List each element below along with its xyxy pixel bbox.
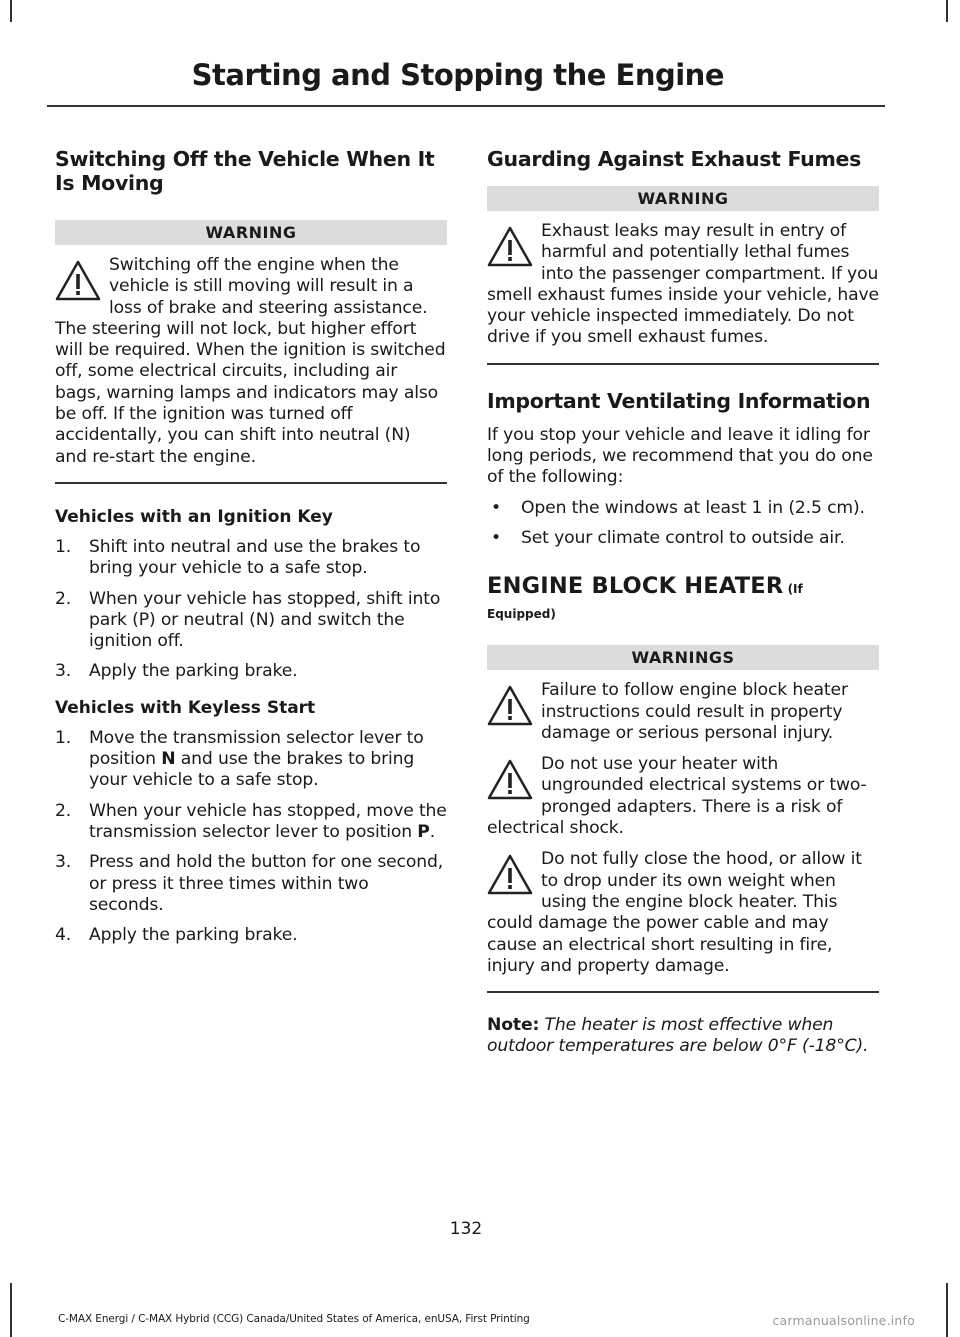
warnings-header: WARNINGS: [487, 645, 879, 670]
list-number: 1.: [55, 727, 72, 748]
warning-block: [487, 754, 879, 839]
section-title-ventilating: Important Ventilating Information: [487, 388, 871, 413]
bullet: •: [491, 527, 501, 548]
warning-block: [487, 221, 879, 349]
warning-divider: [487, 991, 879, 993]
crop-mark: [946, 1283, 948, 1337]
list-text: Move the transmission selector lever to position: [89, 727, 424, 770]
list-item: [55, 801, 447, 844]
page-header-title: Starting and Stopping the Engine: [191, 58, 724, 92]
list-text: When your vehicle has stopped, move the transmission selector lever to position: [89, 800, 447, 842]
section-title-heater: ENGINE BLOCK HEATER: [487, 573, 784, 600]
position-p: P: [417, 821, 430, 842]
header-divider: [47, 105, 885, 107]
list-item: [55, 661, 447, 682]
ventilating-intro: If you stop your vehicle and leave it idling for long periods, we recommend that you do one of the following:: [487, 424, 873, 488]
warning-triangle-icon: [487, 684, 533, 728]
warning-text: Failure to follow engine block heater instructions could result in property damage or serious personal injury.: [541, 680, 848, 743]
list-number: 2.: [55, 588, 72, 609]
heater-suffix: (If: [783, 582, 803, 597]
heading-ignition-key: Vehicles with an Ignition Key: [55, 506, 333, 527]
crop-mark: [10, 1283, 12, 1337]
note: [487, 1015, 879, 1058]
note-text: The heater is most effective when outdoor temperatures are below 0°F (-18°C).: [487, 1015, 869, 1057]
heading-keyless-start: Vehicles with Keyless Start: [55, 697, 316, 718]
page-number: 132: [449, 1219, 483, 1239]
warning-divider: [55, 482, 447, 484]
list-text: Apply the parking brake.: [89, 925, 298, 946]
warning-header: WARNING: [55, 220, 447, 245]
warning-block: [487, 849, 879, 977]
list-item: [55, 589, 447, 653]
list-text: and use the brakes to bring your vehicle to a safe stop.: [89, 749, 415, 791]
section-title-exhaust: Guarding Against Exhaust Fumes: [487, 147, 862, 171]
ignition-key-steps: [55, 537, 447, 683]
warning-triangle-icon: [487, 758, 533, 802]
position-n: N: [161, 749, 176, 770]
list-number: 3.: [55, 852, 72, 873]
list-number: 3.: [55, 661, 72, 682]
list-text: Open the windows at least 1 in (2.5 cm).: [521, 497, 865, 518]
list-item: [55, 728, 447, 792]
warning-text: Switching off the engine when the vehicle is still moving will result in a loss of brake and steering assistance. The steering will not lock, but higher effort will be required. When the ignition is switched off, some electrical circuits, including air bags, warning lamps and indicators may also be off. If the ignition was turned off accidentally, you can shift into neutral (N) and re-start the engine.: [55, 255, 446, 467]
left-column: [55, 147, 447, 946]
watermark: carmanualsonline.info: [772, 1313, 915, 1328]
list-text: Shift into neutral and use the brakes to bring your vehicle to a safe stop.: [89, 536, 421, 579]
keyless-steps: [55, 728, 447, 947]
list-number: 4.: [55, 925, 72, 946]
crop-mark: [946, 0, 948, 22]
list-text: Press and hold the button for one second, or press it three times within two seconds.: [89, 852, 444, 915]
list-item: [55, 852, 447, 916]
warning-triangle-icon: [55, 259, 101, 303]
bullet: •: [491, 497, 501, 518]
list-item: [487, 498, 879, 519]
list-number: 1.: [55, 536, 72, 557]
list-item: [55, 925, 447, 946]
warning-triangle-icon: [487, 853, 533, 897]
crop-mark: [10, 0, 12, 22]
warning-triangle-icon: [487, 225, 533, 269]
list-item: [487, 528, 879, 549]
list-text: When your vehicle has stopped, shift into park (P) or neutral (N) and switch the ignition off.: [89, 588, 441, 652]
warning-text: Do not fully close the hood, or allow it to drop under its own weight when using the engine block heater. This could damage the power cable and may cause an electrical short resulting in fire, injury and property damage.: [487, 849, 862, 976]
warning-block: [487, 680, 879, 744]
list-item: [55, 537, 447, 580]
warning-text: Exhaust leaks may result in entry of harmful and potentially lethal fumes into the passenger compartment. If you smell exhaust fumes inside your vehicle, have your vehicle inspected immediately. Do not drive if you smell exhaust fumes.: [487, 221, 879, 348]
list-text: .: [429, 821, 436, 842]
list-text: Apply the parking brake.: [89, 661, 298, 682]
footer-text: C-MAX Energi / C-MAX Hybrid (CCG) Canada/United States of America, enUSA, First Printing: [58, 1313, 530, 1325]
note-label: Note:: [487, 1015, 540, 1036]
section-title-switching-off: Switching Off the Vehicle When It Is Moving: [55, 147, 435, 195]
heater-heading: [487, 573, 879, 621]
warning-block: [55, 255, 447, 468]
ventilating-list: [487, 498, 879, 550]
list-text: Set your climate control to outside air.: [521, 527, 845, 548]
right-column: [487, 147, 879, 1058]
warning-text: Do not use your heater with ungrounded electrical systems or two-pronged adapters. There is a risk of electrical shock.: [487, 754, 867, 839]
heater-suffix: Equipped): [487, 607, 556, 622]
list-number: 2.: [55, 800, 72, 821]
warning-divider: [487, 363, 879, 365]
warning-header: WARNING: [487, 186, 879, 211]
